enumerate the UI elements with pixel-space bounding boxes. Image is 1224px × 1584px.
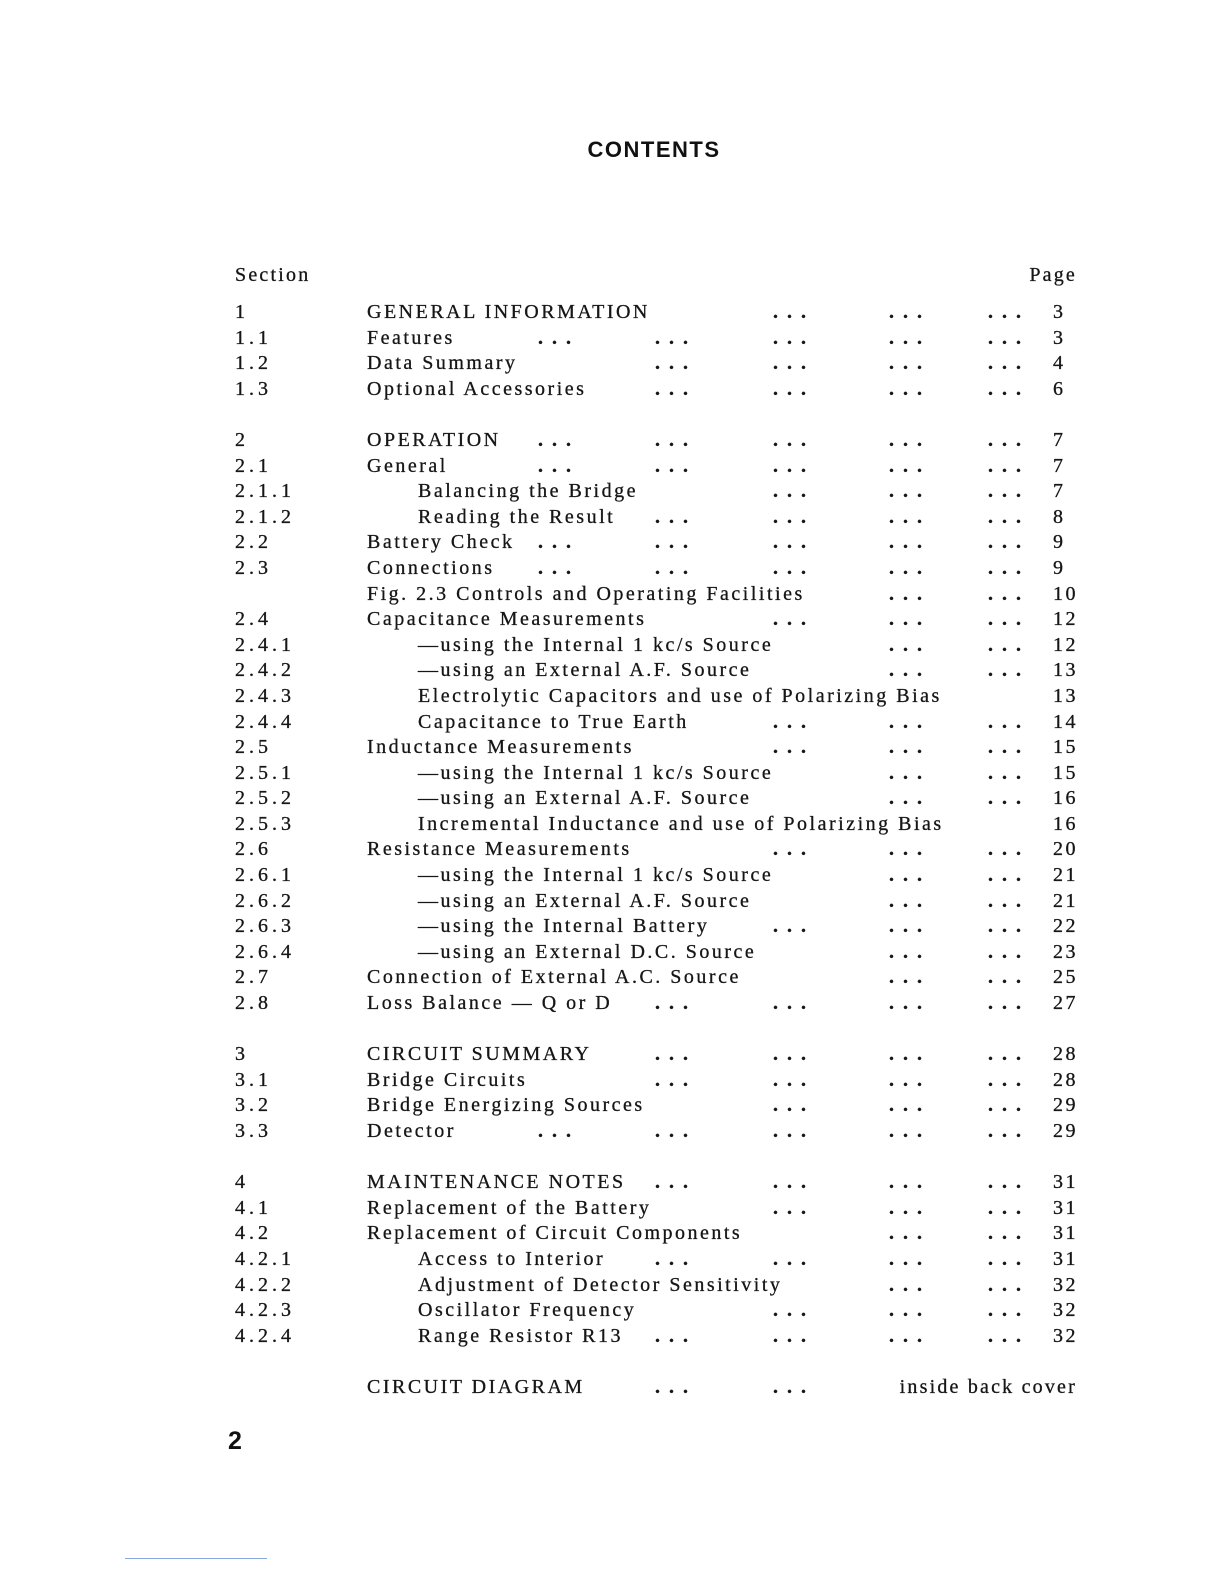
leader-dots: ... [889, 1171, 931, 1194]
toc-entry [0, 710, 1224, 736]
entry-title: Electrolytic Capacitors and use of Polarizing Bias [418, 684, 942, 707]
leader-dots: ... [773, 352, 815, 375]
page-number: 32 [1053, 1299, 1078, 1322]
leader-dots: ... [889, 301, 931, 323]
entry-title: Access to Interior [418, 1247, 606, 1270]
entry-title: Capacitance Measurements [367, 608, 647, 631]
toc-entry [0, 1247, 1224, 1273]
entry-title: Detector [367, 1120, 456, 1142]
entry-title: Balancing the Bridge [418, 480, 638, 503]
section-number: 2.7 [235, 966, 272, 989]
leader-dots: ... [773, 1299, 815, 1322]
leader-dots: ... [773, 1120, 815, 1142]
entry-title: Resistance Measurements [367, 838, 632, 861]
toc-entry [0, 454, 1224, 480]
section-number: 3.1 [235, 1068, 272, 1091]
leader-dots: ... [889, 1043, 931, 1066]
entry-title: Inductance Measurements [367, 736, 634, 759]
leader-dots: ... [773, 505, 815, 528]
toc-entry [0, 837, 1224, 863]
toc-entry [0, 1170, 1224, 1196]
toc-entry [0, 582, 1224, 608]
leader-dots: ... [889, 1196, 931, 1219]
leader-dots: ... [889, 608, 931, 631]
entry-title: Adjustment of Detector Sensitivity [418, 1273, 783, 1296]
page-number: 20 [1053, 838, 1078, 861]
entry-title: General [367, 454, 448, 477]
toc-entry [0, 1298, 1224, 1324]
leader-dots: ... [889, 531, 931, 554]
leader-dots: ... [773, 556, 815, 579]
leader-dots: ... [988, 301, 1030, 323]
page-number: 22 [1053, 915, 1078, 938]
section-number: 2.8 [235, 992, 272, 1015]
leader-dots: ... [773, 1171, 815, 1194]
toc-entry-circuit-diagram [0, 1375, 1224, 1401]
leader-dots: ... [773, 1043, 815, 1066]
toc-entry [0, 530, 1224, 556]
entry-title: —using an External A.F. Source [418, 787, 752, 810]
toc-entry [0, 556, 1224, 582]
entry-title: Battery Check [367, 531, 515, 554]
table-of-contents [0, 300, 1224, 1401]
toc-group [0, 1042, 1224, 1144]
page-number: 23 [1053, 940, 1078, 963]
toc-entry [0, 1042, 1224, 1068]
section-number: 2.5 [235, 736, 272, 759]
section-number: 4.1 [235, 1196, 272, 1219]
leader-dots: ... [889, 1222, 931, 1245]
leader-dots: ... [988, 1068, 1030, 1091]
leader-dots: ... [889, 761, 931, 784]
leader-dots: ... [538, 454, 580, 477]
leader-dots: ... [773, 1196, 815, 1219]
leader-dots: ... [773, 838, 815, 861]
entry-title: CIRCUIT SUMMARY [367, 1043, 592, 1066]
entry-title: Replacement of the Battery [367, 1196, 652, 1219]
leader-dots: ... [773, 301, 815, 323]
leader-dots: ... [889, 582, 931, 605]
leader-dots: ... [889, 966, 931, 989]
leader-dots: ... [988, 454, 1030, 477]
leader-dots: ... [889, 326, 931, 349]
entry-title: Capacitance to True Earth [418, 710, 689, 733]
section-number: 4 [235, 1171, 249, 1194]
toc-entry [0, 428, 1224, 454]
section-number: 2.5.2 [235, 787, 295, 810]
section-number: 4.2 [235, 1222, 272, 1245]
section-number: 2.6.4 [235, 940, 295, 963]
leader-dots: ... [988, 582, 1030, 605]
toc-entry [0, 863, 1224, 889]
page-number: 21 [1053, 889, 1078, 912]
leader-dots: ... [889, 428, 931, 451]
leader-dots: ... [773, 1094, 815, 1117]
toc-entry [0, 479, 1224, 505]
section-number: 2.4.4 [235, 710, 295, 733]
leader-dots: ... [773, 710, 815, 733]
leader-dots: ... [988, 838, 1030, 861]
leader-dots: ... [655, 556, 697, 579]
leader-dots: ... [889, 633, 931, 656]
toc-entry [0, 1324, 1224, 1350]
section-number: 3.2 [235, 1094, 272, 1117]
page-number: 3 [1053, 326, 1066, 349]
leader-dots: ... [538, 531, 580, 554]
entry-title: Data Summary [367, 352, 518, 375]
section-number: 1.2 [235, 352, 272, 375]
leader-dots: ... [988, 1324, 1030, 1347]
section-number: 2.5.3 [235, 812, 295, 835]
leader-dots: ... [773, 992, 815, 1015]
section-number: 4.2.2 [235, 1273, 295, 1296]
page-number: 29 [1053, 1120, 1078, 1142]
entry-title: MAINTENANCE NOTES [367, 1171, 626, 1194]
entry-title: OPERATION [367, 428, 501, 451]
leader-dots: ... [655, 1120, 697, 1142]
page-number: 16 [1053, 787, 1078, 810]
page-reference: inside back cover [899, 1375, 1077, 1398]
page-number: 31 [1053, 1196, 1078, 1219]
page-number: 15 [1053, 736, 1078, 759]
entry-title: —using the Internal 1 kc/s Source [418, 633, 774, 656]
page-number: 13 [1053, 659, 1078, 682]
toc-entry [0, 940, 1224, 966]
leader-dots: ... [889, 454, 931, 477]
leader-dots: ... [655, 1324, 697, 1347]
entry-title: GENERAL INFORMATION [367, 301, 650, 323]
page-number: 12 [1053, 608, 1078, 631]
leader-dots: ... [655, 531, 697, 554]
leader-dots: ... [889, 1120, 931, 1142]
page-number: 28 [1053, 1068, 1078, 1091]
leader-dots: ... [538, 1120, 580, 1142]
leader-dots: ... [889, 352, 931, 375]
page-number: 4 [1053, 352, 1066, 375]
page-number: 8 [1053, 505, 1066, 528]
leader-dots: ... [889, 556, 931, 579]
leader-dots: ... [773, 1247, 815, 1270]
entry-title: Replacement of Circuit Components [367, 1222, 743, 1245]
leader-dots: ... [988, 710, 1030, 733]
page-number: 31 [1053, 1171, 1078, 1194]
leader-dots: ... [988, 761, 1030, 784]
leader-dots: ... [773, 1375, 815, 1398]
leader-dots: ... [889, 659, 931, 682]
leader-dots: ... [773, 428, 815, 451]
section-number: 2 [235, 428, 249, 451]
leader-dots: ... [988, 1171, 1030, 1194]
leader-dots: ... [773, 531, 815, 554]
section-number: 2.1.1 [235, 480, 295, 503]
toc-group [0, 1170, 1224, 1349]
leader-dots: ... [655, 1247, 697, 1270]
toc-entry [0, 991, 1224, 1017]
section-number: 4.2.3 [235, 1299, 295, 1322]
toc-entry [0, 377, 1224, 403]
section-number: 3.3 [235, 1120, 272, 1142]
toc-entry [0, 786, 1224, 812]
leader-dots: ... [988, 633, 1030, 656]
entry-title: —using the Internal 1 kc/s Source [418, 761, 774, 784]
section-number: 2.6 [235, 838, 272, 861]
leader-dots: ... [889, 889, 931, 912]
page-number: 12 [1053, 633, 1078, 656]
leader-dots: ... [988, 1222, 1030, 1245]
leader-dots: ... [538, 428, 580, 451]
page-number: 3 [1053, 301, 1066, 323]
leader-dots: ... [889, 940, 931, 963]
entry-title: Bridge Energizing Sources [367, 1094, 645, 1117]
section-number: 4.2.4 [235, 1324, 295, 1347]
toc-entry [0, 812, 1224, 838]
leader-dots: ... [655, 992, 697, 1015]
page-number-footer: 2 [228, 1427, 242, 1455]
entry-title: Features [367, 326, 455, 349]
leader-dots: ... [889, 736, 931, 759]
leader-dots: ... [988, 608, 1030, 631]
leader-dots: ... [538, 556, 580, 579]
page-number: 10 [1053, 582, 1078, 605]
toc-group [0, 428, 1224, 1017]
section-number: 2.3 [235, 556, 272, 579]
section-number: 2.4.3 [235, 684, 295, 707]
leader-dots: ... [773, 326, 815, 349]
leader-dots: ... [988, 505, 1030, 528]
leader-dots: ... [988, 1094, 1030, 1117]
leader-dots: ... [889, 1299, 931, 1322]
page-number: 13 [1053, 684, 1078, 707]
section-number: 1.3 [235, 377, 272, 400]
leader-dots: ... [988, 864, 1030, 887]
leader-dots: ... [655, 352, 697, 375]
entry-title: Optional Accessories [367, 377, 587, 400]
toc-entry [0, 658, 1224, 684]
leader-dots: ... [988, 915, 1030, 938]
entry-title: Fig. 2.3 Controls and Operating Facilities [367, 582, 805, 605]
leader-dots: ... [655, 1171, 697, 1194]
toc-entry [0, 1068, 1224, 1094]
leader-dots: ... [988, 556, 1030, 579]
leader-dots: ... [655, 505, 697, 528]
toc-entry [0, 1196, 1224, 1222]
leader-dots: ... [773, 480, 815, 503]
section-number: 2.6.1 [235, 864, 295, 887]
leader-dots: ... [655, 377, 697, 400]
leader-dots: ... [988, 992, 1030, 1015]
leader-dots: ... [988, 326, 1030, 349]
toc-groups [0, 300, 1224, 1349]
leader-dots: ... [889, 992, 931, 1015]
page-number: 16 [1053, 812, 1078, 835]
leader-dots: ... [773, 736, 815, 759]
leader-dots: ... [988, 531, 1030, 554]
toc-entry [0, 914, 1224, 940]
leader-dots: ... [889, 787, 931, 810]
section-number: 2.4 [235, 608, 272, 631]
section-number: 2.4.1 [235, 633, 295, 656]
leader-dots: ... [889, 710, 931, 733]
leader-dots: ... [889, 1068, 931, 1091]
leader-dots: ... [655, 1068, 697, 1091]
page-number: 7 [1053, 480, 1066, 503]
leader-dots: ... [773, 454, 815, 477]
leader-dots: ... [889, 1247, 931, 1270]
leader-dots: ... [988, 966, 1030, 989]
entry-title: CIRCUIT DIAGRAM [367, 1375, 585, 1398]
leader-dots: ... [889, 864, 931, 887]
section-number: 2.2 [235, 531, 272, 554]
section-column-header: Section [235, 264, 311, 286]
page-number: 14 [1053, 710, 1078, 733]
leader-dots: ... [988, 1120, 1030, 1142]
page-number: 31 [1053, 1247, 1078, 1270]
toc-entry [0, 1221, 1224, 1247]
contents-heading: CONTENTS [587, 137, 721, 162]
leader-dots: ... [988, 1043, 1030, 1066]
page-number: 31 [1053, 1222, 1078, 1245]
section-number: 2.6.2 [235, 889, 295, 912]
toc-entry [0, 684, 1224, 710]
toc-entry [0, 1119, 1224, 1145]
page-number: 29 [1053, 1094, 1078, 1117]
page-number: 6 [1053, 377, 1066, 400]
leader-dots: ... [773, 377, 815, 400]
page-number: 25 [1053, 966, 1078, 989]
page-number: 7 [1053, 428, 1066, 451]
leader-dots: ... [889, 1324, 931, 1347]
leader-dots: ... [655, 1375, 697, 1398]
section-number: 3 [235, 1043, 249, 1066]
leader-dots: ... [988, 377, 1030, 400]
section-number: 1 [235, 301, 249, 323]
toc-entry [0, 633, 1224, 659]
entry-title: Loss Balance — Q or D [367, 992, 613, 1015]
toc-entry [0, 965, 1224, 991]
leader-dots: ... [988, 480, 1030, 503]
entry-title: Incremental Inductance and use of Polarizing Bias [418, 812, 944, 835]
toc-entry [0, 735, 1224, 761]
leader-dots: ... [773, 608, 815, 631]
page-number: 9 [1053, 531, 1066, 554]
scan-artifact-line [125, 1558, 267, 1559]
toc-entry [0, 300, 1224, 326]
leader-dots: ... [988, 1273, 1030, 1296]
page-column-header: Page [1029, 264, 1077, 286]
entry-title: Bridge Circuits [367, 1068, 528, 1091]
leader-dots: ... [988, 1299, 1030, 1322]
leader-dots: ... [773, 1324, 815, 1347]
toc-entry [0, 326, 1224, 352]
leader-dots: ... [988, 1247, 1030, 1270]
leader-dots: ... [655, 428, 697, 451]
leader-dots: ... [988, 352, 1030, 375]
leader-dots: ... [889, 838, 931, 861]
toc-entry [0, 1093, 1224, 1119]
leader-dots: ... [655, 1043, 697, 1066]
leader-dots: ... [889, 505, 931, 528]
leader-dots: ... [988, 940, 1030, 963]
toc-entry [0, 351, 1224, 377]
leader-dots: ... [889, 377, 931, 400]
leader-dots: ... [773, 915, 815, 938]
page-number: 32 [1053, 1273, 1078, 1296]
section-number: 2.5.1 [235, 761, 295, 784]
entry-title: Reading the Result [418, 505, 616, 528]
section-number: 1.1 [235, 326, 272, 349]
page-number: 21 [1053, 864, 1078, 887]
leader-dots: ... [988, 787, 1030, 810]
leader-dots: ... [773, 1068, 815, 1091]
section-number: 2.1 [235, 454, 272, 477]
entry-title: —using the Internal Battery [418, 915, 710, 938]
leader-dots: ... [889, 480, 931, 503]
page-number: 9 [1053, 556, 1066, 579]
section-number: 4.2.1 [235, 1247, 295, 1270]
entry-title: Connection of External A.C. Source [367, 966, 741, 989]
page-number: 32 [1053, 1324, 1078, 1347]
toc-entry [0, 607, 1224, 633]
leader-dots: ... [538, 326, 580, 349]
leader-dots: ... [655, 454, 697, 477]
leader-dots: ... [988, 659, 1030, 682]
leader-dots: ... [889, 1273, 931, 1296]
section-number: 2.4.2 [235, 659, 295, 682]
leader-dots: ... [655, 326, 697, 349]
entry-title: —using an External A.F. Source [418, 889, 752, 912]
page-number: 27 [1053, 992, 1078, 1015]
toc-entry [0, 761, 1224, 787]
toc-entry [0, 889, 1224, 915]
section-number: 2.6.3 [235, 915, 295, 938]
leader-dots: ... [889, 915, 931, 938]
leader-dots: ... [988, 889, 1030, 912]
entry-title: —using an External A.F. Source [418, 659, 752, 682]
entry-title: Oscillator Frequency [418, 1299, 637, 1322]
toc-entry [0, 1273, 1224, 1299]
entry-title: Range Resistor R13 [418, 1324, 623, 1347]
leader-dots: ... [988, 428, 1030, 451]
section-number: 2.1.2 [235, 505, 295, 528]
entry-title: —using an External D.C. Source [418, 940, 757, 963]
leader-dots: ... [988, 736, 1030, 759]
toc-entry [0, 505, 1224, 531]
entry-title: Connections [367, 556, 495, 579]
page-number: 7 [1053, 454, 1066, 477]
leader-dots: ... [889, 1094, 931, 1117]
toc-group [0, 300, 1224, 402]
page-number: 28 [1053, 1043, 1078, 1066]
leader-dots: ... [988, 1196, 1030, 1219]
page-number: 15 [1053, 761, 1078, 784]
entry-title: —using the Internal 1 kc/s Source [418, 864, 774, 887]
